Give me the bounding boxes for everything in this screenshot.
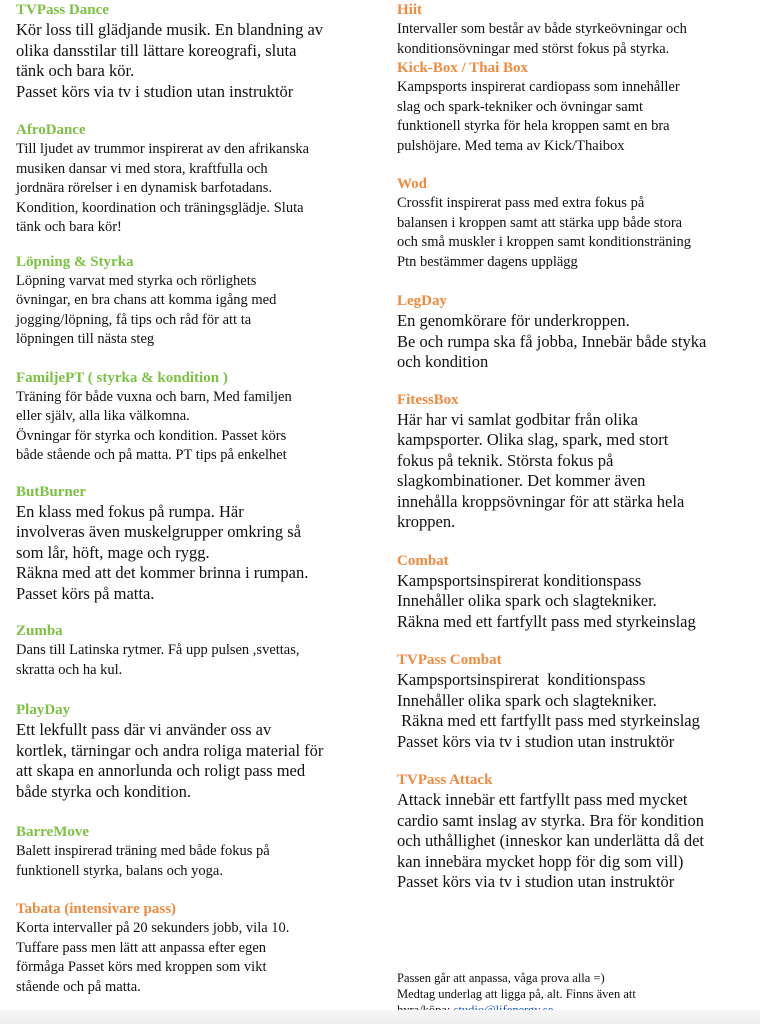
class-tabata <box>16 900 368 997</box>
class-title: Löpning & Styrka <box>16 253 134 270</box>
description-line: Tuffare pass men lätt att anpassa efter egen <box>16 939 267 956</box>
class-title: FamiljePT ( styrka & kondition ) <box>16 369 228 386</box>
description-line: pulshöjare. Med tema av Kick/Thaibox <box>397 137 625 154</box>
description-line: Korta intervaller på 20 sekunders jobb, vila 10. <box>16 920 290 936</box>
class-title: Wod <box>397 176 428 192</box>
description-line: Passet körs via tv i studion utan instruktör <box>397 731 675 751</box>
class-tvpass-combat <box>397 651 747 752</box>
description-line: som lår, höft, mage och rygg. <box>16 542 210 562</box>
description-line: Räkna med ett fartfyllt pass med styrkeinslag <box>397 611 696 631</box>
description-line: Passet körs via tv i studion utan instruktör <box>16 81 294 101</box>
footer-line: Passen går att anpassa, våga prova alla =) <box>397 971 605 985</box>
description-line: kroppen. <box>397 512 456 531</box>
description-line: olika dansstilar till lättare koreografi, sluta <box>16 40 297 60</box>
class-title: Tabata (intensivare pass) <box>16 901 177 917</box>
description-line: kampsporter. Olika slag, spark, med stort <box>397 430 669 449</box>
description-line: slagkombinationer. Det kommer även <box>397 471 646 490</box>
description-line: funktionell styrka för hela kroppen samt en bra <box>397 118 670 134</box>
class-zumba <box>16 622 368 680</box>
description-line: tänk och bara kör. <box>16 61 135 80</box>
description-line: Attack innebär ett fartfyllt pass med mycket <box>397 790 688 809</box>
description-line: innehålla kroppsövningar för att stärka hela <box>397 491 685 511</box>
class-title: LegDay <box>397 293 447 309</box>
description-line: och uthållighet (inneskor kan underlätta då det <box>397 831 704 850</box>
class-tvpass-attack <box>397 771 747 893</box>
description-line: slag och spark-tekniker och övningar samt <box>397 98 644 115</box>
class-title: AfroDance <box>16 122 86 138</box>
class-barremove <box>16 823 368 881</box>
description-line: Passet körs på matta. <box>16 583 155 603</box>
class-title: BarreMove <box>16 824 90 840</box>
description-line: övningar, en bra chans att komma igång med <box>16 292 277 308</box>
class-fitessbox <box>397 391 747 533</box>
class-title: Kick-Box / Thai Box <box>397 60 529 76</box>
right-column <box>397 0 747 893</box>
description-line: Intervaller som består av både styrkeövningar och <box>397 21 687 37</box>
class-title: TVPass Dance <box>16 2 109 18</box>
description-line: stående och på matta. <box>16 978 141 995</box>
class-butburner <box>16 483 368 605</box>
class-title: ButBurner <box>16 483 87 500</box>
description-line: Här har vi samlat godbitar från olika <box>397 409 638 429</box>
description-line: Be och rumpa ska få jobba, Innebär både styka <box>397 331 707 351</box>
class-title: Combat <box>397 552 449 569</box>
description-line: Balett inspirerad träning med både fokus på <box>16 843 270 859</box>
class-title: Hiit <box>397 2 422 18</box>
bottom-strip <box>0 1010 760 1024</box>
description-line: cardio samt inslag av styrka. Bra för kondition <box>397 810 705 830</box>
description-line: Ptn bestämmer dagens upplägg <box>397 253 578 270</box>
description-line: skratta och ha kul. <box>16 661 123 678</box>
description-line: och små muskler i kroppen samt konditionsträning <box>397 234 691 250</box>
description-line: Crossfit inspirerat pass med extra fokus på <box>397 195 645 211</box>
class-lopning-styrka <box>16 253 368 350</box>
left-column <box>16 0 368 997</box>
description-line: Räkna med ett fartfyllt pass med styrkeinslag <box>397 711 700 730</box>
description-line: Kondition, koordination och träningsglädje. Sluta <box>16 199 304 216</box>
description-line: Övningar för styrka och kondition. Passet körs <box>16 427 287 444</box>
footer-line: Medtag underlag att ligga på, alt. Finns även att <box>397 987 636 1001</box>
description-line: musiken dansar vi med stora, kraftfulla och <box>16 160 268 177</box>
description-line: både stående och på matta. PT tips på enkelhet <box>16 447 287 463</box>
description-line: Kampsportsinspirerat konditionspass <box>397 570 642 590</box>
description-line: En genomkörare för underkroppen. <box>397 311 630 330</box>
description-line: Kampsports inspirerat cardiopass som innehåller <box>397 79 680 95</box>
description-line: både styrka och kondition. <box>16 781 192 801</box>
description-line: Kör loss till glädjande musik. En blandning av <box>16 20 324 39</box>
description-line: och kondition <box>397 352 489 371</box>
class-title: FitessBox <box>397 391 459 408</box>
description-line: löpningen till nästa steg <box>16 331 155 347</box>
class-kickbox-thaibox <box>397 59 747 156</box>
description-line: En klass med fokus på rumpa. Här <box>16 501 244 521</box>
class-legday <box>397 292 747 373</box>
description-line: Räkna med att det kommer brinna i rumpan. <box>16 563 309 582</box>
class-title: Zumba <box>16 623 63 639</box>
description-line: Dans till Latinska rytmer. Få upp pulsen ,svettas, <box>16 642 300 658</box>
description-line: Innehåller olika spark och slagtekniker. <box>397 591 657 610</box>
class-title: TVPass Attack <box>397 772 493 788</box>
class-tvpass-dance <box>16 0 368 102</box>
description-line: fokus på teknik. Största fokus på <box>397 450 614 470</box>
description-line: involveras även muskelgrupper omkring så <box>16 522 302 541</box>
class-playday <box>16 701 368 802</box>
description-line: konditionsövningar med störst fokus på styrka. <box>397 40 670 57</box>
description-line: jogging/löpning, få tips och råd för att ta <box>16 311 252 328</box>
class-familjept <box>16 369 368 466</box>
description-line: att skapa en annorlunda och roligt pass med <box>16 761 306 780</box>
description-line: balansen i kroppen samt att stärka upp både stora <box>397 214 683 231</box>
class-title: TVPass Combat <box>397 652 502 668</box>
class-wod <box>397 175 747 272</box>
description-line: jordnära rörelser i en dynamisk barfotadans. <box>16 180 273 196</box>
description-line: funktionell styrka, balans och yoga. <box>16 862 223 879</box>
description-line: eller själv, alla lika välkomna. <box>16 408 190 424</box>
description-line: Träning för både vuxna och barn, Med familjen <box>16 388 292 405</box>
description-line: kan innebära mycket hopp för dig som vill) <box>397 851 684 871</box>
description-line: Ett lekfullt pass där vi använder oss av <box>16 720 272 739</box>
description-line: Till ljudet av trummor inspirerat av den afrikanska <box>16 141 310 157</box>
description-line: tänk och bara kör! <box>16 219 122 235</box>
description-line: förmåga Passet körs med kroppen som vikt <box>16 959 267 975</box>
class-title: PlayDay <box>16 702 71 718</box>
description-line: kortlek, tärningar och andra roliga material för <box>16 740 324 760</box>
description-line: Innehåller olika spark och slagtekniker. <box>397 690 657 710</box>
description-line: Löpning varvat med styrka och rörlighets <box>16 272 257 289</box>
class-combat <box>397 552 747 633</box>
class-afrodance <box>16 121 368 238</box>
description-line: Kampsportsinspirerat konditionspass <box>397 670 646 689</box>
description-line: Passet körs via tv i studion utan instruktör <box>397 872 675 891</box>
class-hiit <box>397 0 747 59</box>
